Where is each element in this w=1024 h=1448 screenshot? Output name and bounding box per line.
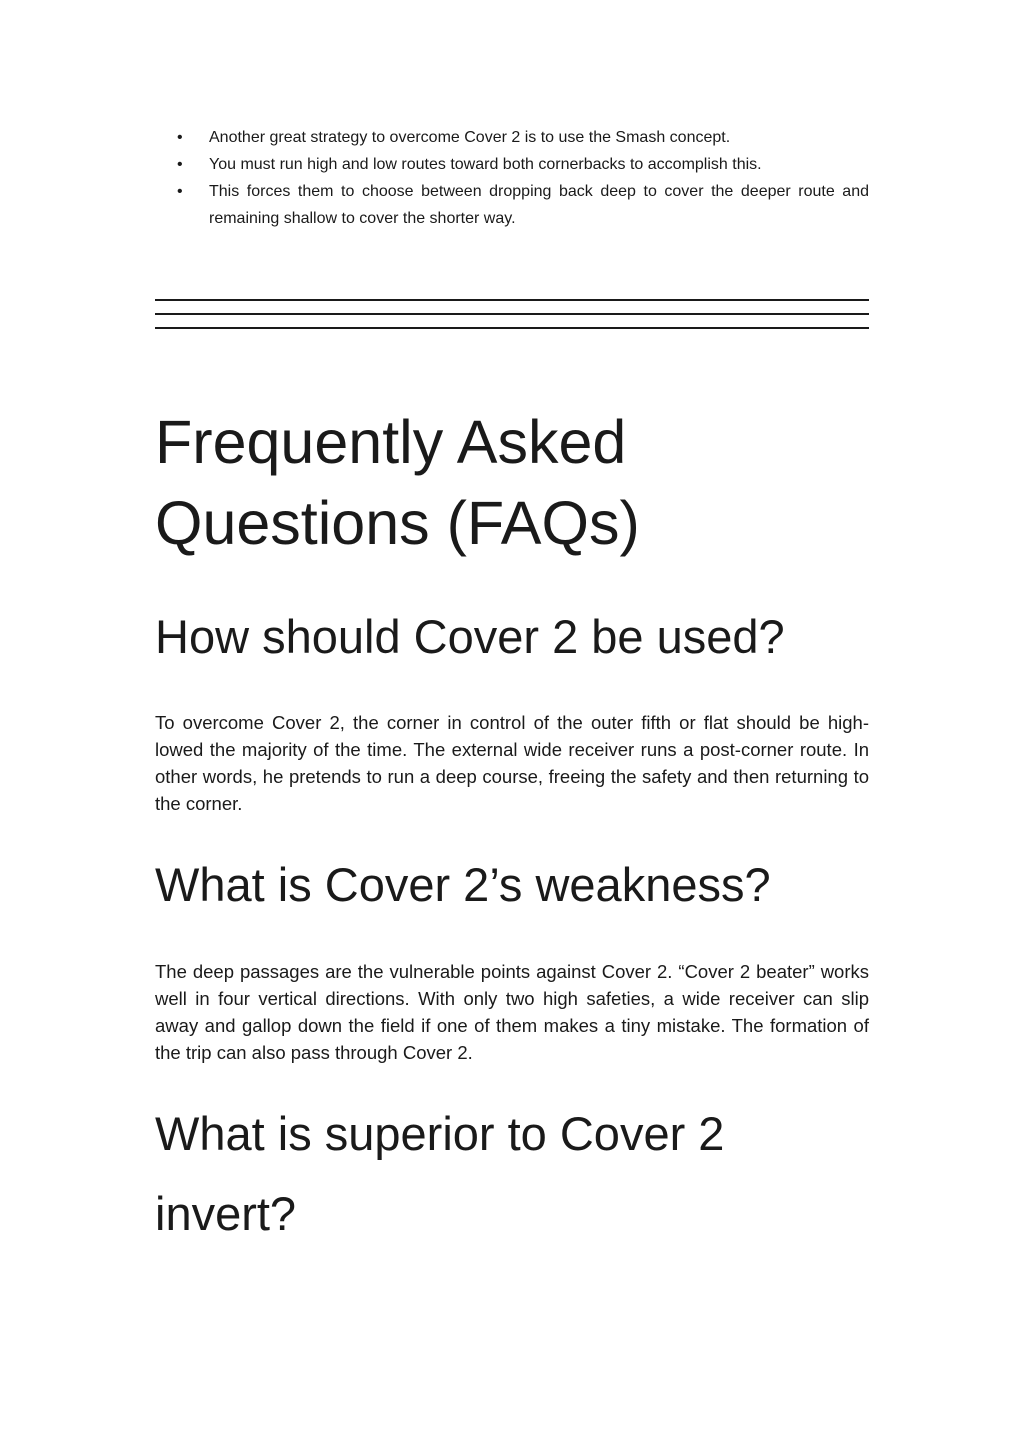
- divider-line: [155, 313, 869, 315]
- faq-answer: The deep passages are the vulnerable points against Cover 2. “Cover 2 beater” works well in four vertical directions. With only two high safeties, a wide receiver can slip away and gallop down the field if one of them makes a tiny mistake. The formation of the trip can also pass through Cover 2.: [155, 961, 869, 1063]
- bullet-text: This forces them to choose between dropping back deep to cover the deeper route and remaining shallow to cover the shorter way.: [209, 183, 869, 227]
- faq-question-heading: How should Cover 2 be used?: [155, 610, 785, 663]
- faq-answer: To overcome Cover 2, the corner in control of the outer fifth or flat should be high-lowed the majority of the time. The external wide receiver runs a post-corner route. In other words, he pretends to run a deep course, freeing the safety and then returning to the corner.: [155, 712, 869, 814]
- bullet-dot-icon: •: [177, 183, 183, 200]
- strategy-bullet-list: [155, 124, 869, 232]
- bullet-text: Another great strategy to overcome Cover 2 is to use the Smash concept.: [209, 129, 731, 146]
- bullet-text: You must run high and low routes toward both cornerbacks to accomplish this.: [209, 156, 762, 173]
- bullet-item: [155, 151, 869, 178]
- divider-line: [155, 299, 869, 301]
- divider-line: [155, 327, 869, 329]
- bullet-dot-icon: •: [177, 156, 183, 173]
- faq-question-heading: What is Cover 2’s weakness?: [155, 858, 771, 911]
- bullet-item: [155, 124, 869, 151]
- bullet-dot-icon: •: [177, 129, 183, 146]
- faq-question-heading: What is superior to Cover 2 invert?: [155, 1107, 725, 1240]
- faq-title: Frequently Asked Questions (FAQs): [155, 408, 640, 557]
- bullet-item: [155, 178, 869, 232]
